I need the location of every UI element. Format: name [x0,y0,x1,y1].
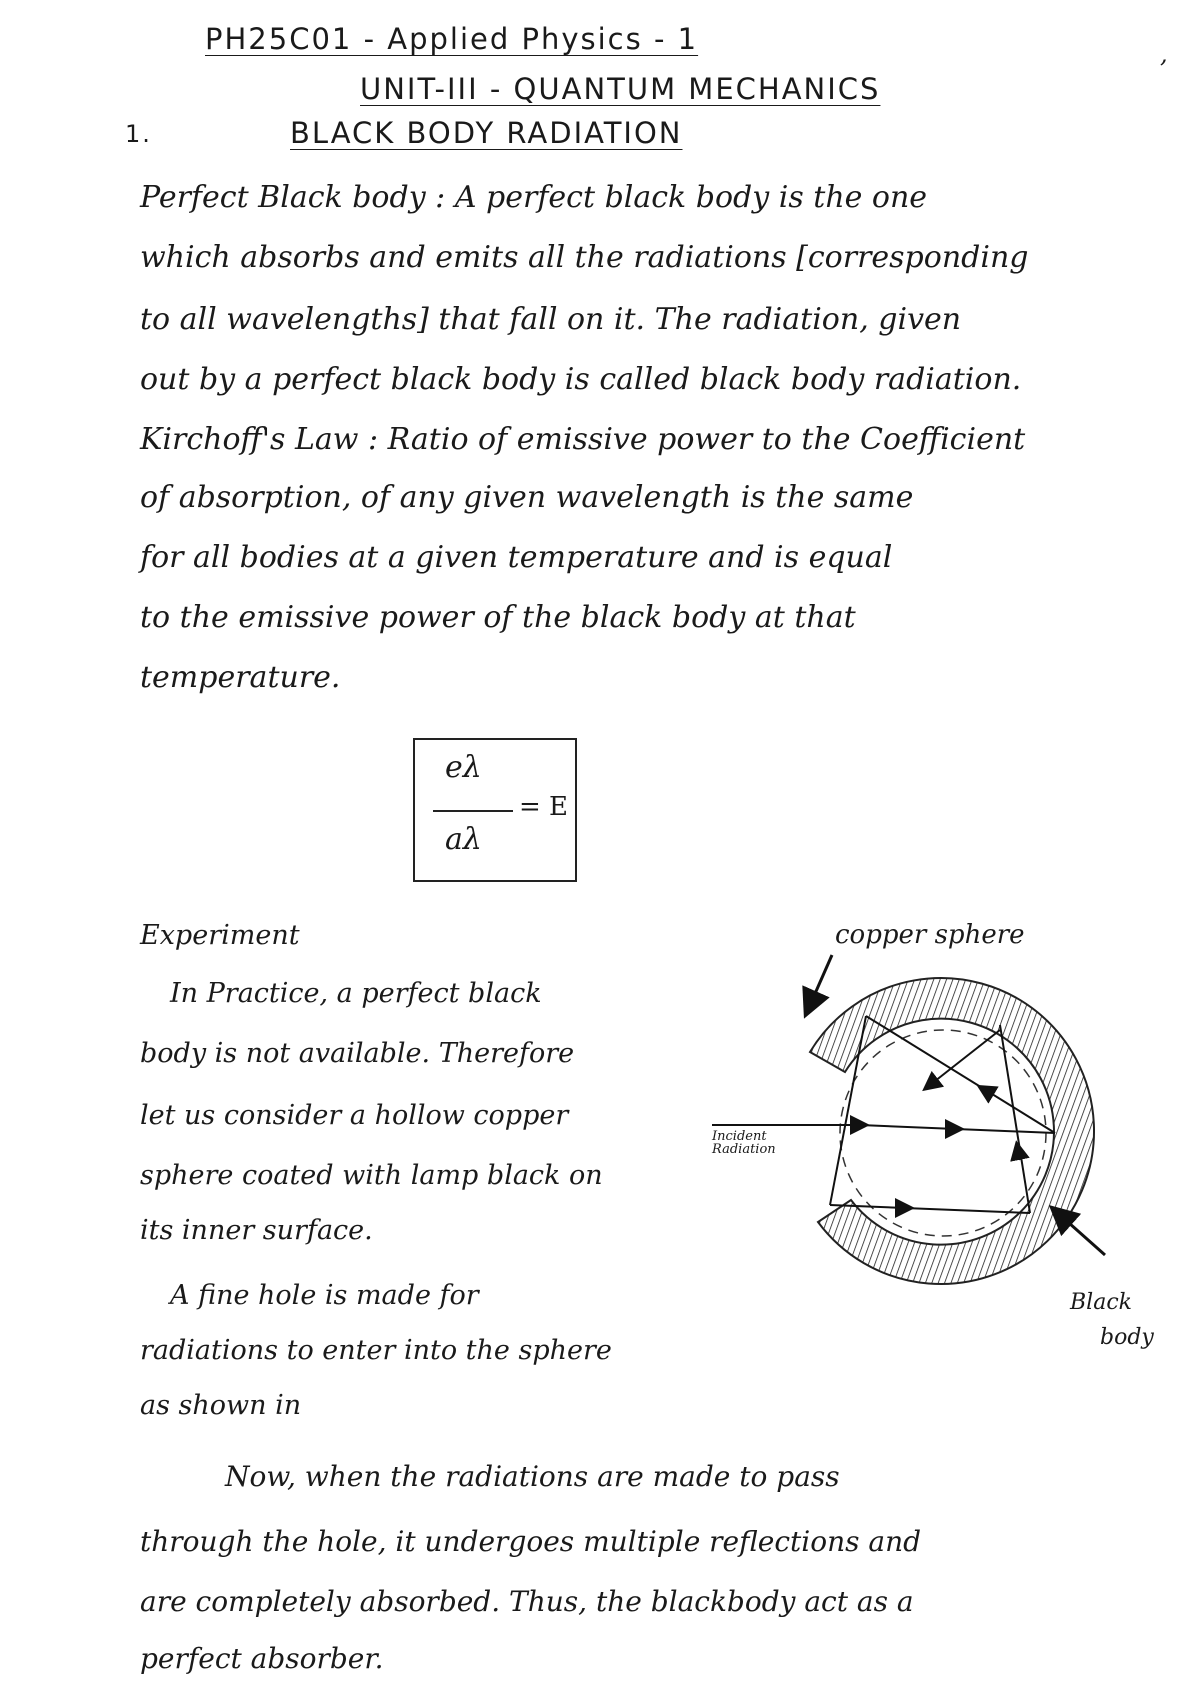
black-body-pointer [1060,1215,1105,1255]
experiment-line: In Practice, a perfect black [170,978,542,1009]
experiment-line: radiations to enter into the sphere [140,1335,612,1366]
body-line: temperature. [140,660,341,695]
reflection-rays [712,1016,1055,1213]
body-line: for all bodies at a given temperature and is equal [140,540,893,575]
conclusion-line: are completely absorbed. Thus, the blackbody act as a [140,1585,914,1618]
body-line: Kirchoff's Law : Ratio of emissive power to the Coefficient [140,422,1026,457]
incident-radiation-label: Incident Radiation [712,1129,776,1157]
black-body-label-2: body [1100,1325,1154,1350]
experiment-line: A fine hole is made for [170,1280,479,1311]
experiment-heading: Experiment [140,920,300,951]
course-title-text: PH25C01 - Applied Physics - 1 [205,22,699,56]
equation-rhs: = E [519,792,569,822]
experiment-line: as shown in [140,1390,302,1421]
conclusion-line: through the hole, it undergoes multiple reflections and [140,1525,922,1558]
black-body-label-1: Black [1070,1290,1132,1315]
equation-numerator: eλ [445,750,482,785]
section-number: 1. [125,120,152,148]
equation-denominator: aλ [445,822,482,857]
experiment-line: sphere coated with lamp black on [140,1160,603,1191]
unit-title-text: UNIT-III - QUANTUM MECHANICS [360,72,881,106]
experiment-line: its inner surface. [140,1215,373,1246]
experiment-line: let us consider a hollow copper [140,1100,569,1131]
body-line: to all wavelengths] that fall on it. The radiation, given [140,302,962,337]
experiment-line: body is not available. Therefore [140,1038,575,1069]
copper-sphere-label: copper sphere [835,920,1025,950]
copper-sphere-pointer [810,955,832,1005]
body-line: of absorption, of any given wavelength is the same [140,480,914,515]
page-mark: , [1160,40,1168,68]
conclusion-line: perfect absorber. [140,1642,384,1675]
conclusion-line: Now, when the radiations are made to pass [225,1460,840,1493]
body-line: Perfect Black body : A perfect black body is the one [140,180,928,215]
section-title-text: BLACK BODY RADIATION [290,116,683,150]
body-line: out by a perfect black body is called black body radiation. [140,362,1022,397]
body-line: which absorbs and emits all the radiations [corresponding [140,240,1029,275]
body-line: to the emissive power of the black body at that [140,600,856,635]
